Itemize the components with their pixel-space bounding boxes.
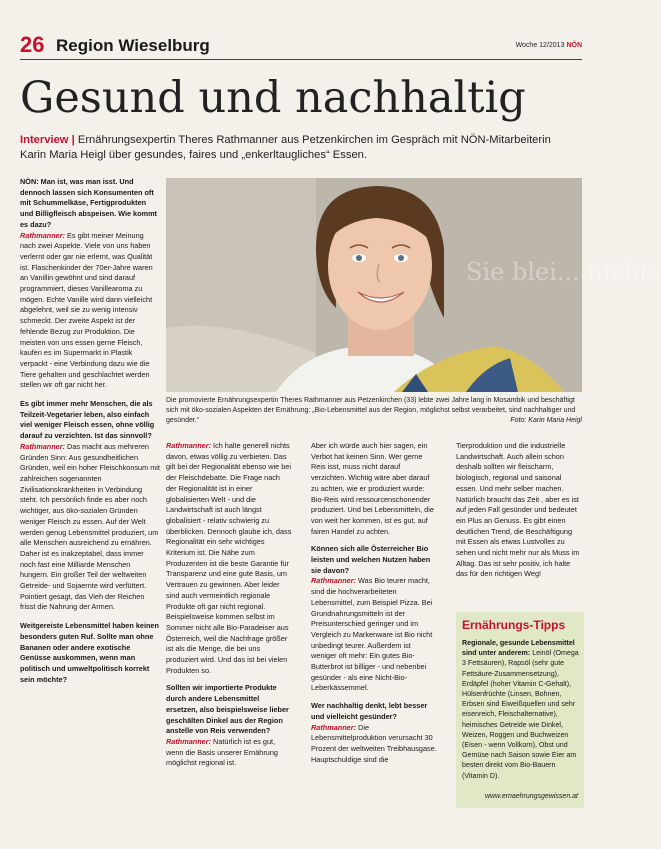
column-3	[311, 441, 437, 772]
question: NÖN: Man ist, was man isst. Und dennoch lassen sich Konsumenten oft mit Schummelkäse, Fertigprodukten und Billigfleisch abspeisen. Wie kommt es dazu?	[20, 177, 157, 229]
speaker-label: Rathmanner:	[311, 576, 357, 586]
header-rule	[20, 59, 582, 60]
issue-label	[516, 41, 582, 51]
page-number: 26	[20, 32, 45, 57]
question: Wer nachhaltig denkt, lebt besser und vielleicht gesünder?	[311, 701, 428, 721]
page-header	[20, 33, 582, 59]
column-4	[456, 441, 582, 587]
qa-block	[311, 701, 437, 765]
question: Weitgereiste Lebensmittel haben keinen besonders guten Ruf. Sollte man ohne Bananen oder andere exotische Genüsse auskommen, wenn man politisch und umweltpolitisch korrekt sein möchte?	[20, 621, 159, 684]
tips-body: Leinöl (Omega 3 Fettsäuren), Rapsöl (sehr gute Fettsäure-Zusammensetzung), Erdäpfel (hoher Vitamin C-Gehalt), Hülsenfrüchte (Linsen, Bohnen, Erbsen sind Eiweißquellen und sehr eisenreich, Fleischalternative), heimisches Getreide wie Dinkel, Weizen, Roggen und Buchweizen (Eisen - wenn Vollkorn), Obst und Gemüse nach Saison sowie Eier am besten direkt vom Bio-Bauern (Vitamin D).	[462, 649, 579, 780]
issue-week: Woche 12/2013	[515, 42, 565, 49]
caption-text: Die promovierte Ernährungsexpertin Theres Rathmanner aus Petzenkirchen (33) lebte zwei Jahre lang in Mosambik und beschäftigt sich mit öko-sozialen Aspekten der Ernährung: „Bio-Lebensmittel aus der Region, möglichst selbst verarbeitet, sind nachhaltiger und gesünder.“	[166, 397, 576, 424]
tips-lead: Regionale, gesunde Lebensmittel sind unter anderem:	[462, 639, 575, 658]
qa-block	[311, 441, 437, 537]
column-1	[20, 177, 160, 693]
speaker-label: Rathmanner:	[311, 722, 357, 732]
qa-block	[166, 441, 292, 676]
photo-caption	[166, 396, 582, 426]
speaker-label: Rathmanner:	[166, 441, 212, 450]
qa-block	[311, 544, 437, 694]
answer: Was Bio teurer macht, sind die hochverarbeiteten Lebensmittel, zum Beispiel Pizza. Bei Grundnahrungsmitteln ist der Preisunterschied geringer und im Vergleich zu Markenware ist Bio nicht unbedingt teurer. Außerdem ist weniger oft mehr: Ein gutes Bio-Butterbrot ist billiger - und nebenbei gesünder - als eine Nicht-Bio-Leberkässemmel.	[311, 576, 433, 693]
photo-background-text: Sie blei... nichts	[466, 258, 661, 286]
question: Können sich alle Österreicher Bio leisten und welchen Nutzen haben sie davon?	[311, 544, 431, 575]
answer: Die Lebensmittelproduktion verursacht 30 Prozent der weltweiten Treibhausgase. Hauptschuldige sind die	[311, 722, 437, 764]
nutrition-tips-box	[456, 612, 584, 808]
answer: Das macht aus mehreren Gründen Sinn: Aus gesundheitlichen Gründen, weil ein hoher Fleischkonsum mit zahlreichen sogenannten Zivilisationskrankheiten in Verbindung steht. Ich persönlich finde es aber noch wichtiger, aus öko-sozialen Gründen weniger Fleisch zu essen. Auf der Welt werden genug Lebensmittel produziert, um alle Menschen ausreichend zu ernähren. Daher ist es inakzeptabel, dass immer noch fast eine Milliarde Menschen hungern. Ein großer Teil der weltweiten Getreide- und Sojaernte wird verfüttert. Pointiert gesagt, das Vieh der Reichen frisst die Nahrung der Armen.	[20, 441, 160, 612]
question: Sollten wir importierte Produkte durch andere Lebensmittel ersetzen, also beispielsweise lieber geschälten Dinkel aus der Region anstelle von Reis verwenden?	[166, 683, 289, 736]
photo-credit: Foto: Karin Maria Heigl	[510, 417, 582, 424]
tips-url: www.ernaehrungsgewissen.at	[485, 793, 578, 800]
portrait-photo	[166, 178, 661, 392]
speaker-label: Rathmanner:	[166, 736, 212, 746]
intro-kicker: Interview |	[20, 134, 75, 146]
speaker-label: Rathmanner:	[20, 441, 66, 451]
question: Es gibt immer mehr Menschen, die als Teilzeit-Vegetarier leben, also einfach viel weniger Fleisch essen, ohne völlig darauf zu verzichten. Ist das sinnvoll?	[20, 399, 155, 441]
tips-text	[462, 638, 580, 781]
qa-block	[20, 399, 160, 613]
answer: Es gibt meiner Meinung nach zwei Aspekte. Viele von uns haben verlernt oder gar nie erlernt, was Qualität ist. Flaschenkinder der 70er-Jahre waren an Vanillin gewöhnt und sind darauf programmiert, dieses Vanillearoma zu mögen. Echte Vanille wird dann vielleicht abgelehnt, weil sie zu wenig intensiv schmeckt. Der zweite Aspekt ist der fehlende Bezug zur Produktion. Die meisten von uns essen gerne Fleisch, kaufen es im Supermarkt in Plastik verpackt - eine Verbindung dazu wie die Tiere gehalten und geschlachtet werden stellen wir oft gar nicht her.	[20, 230, 153, 390]
answer: Tierproduktion und die industrielle Landwirtschaft. Auch allein schon deshalb sollten wir fleischarm, biologisch, regional und saisonal essen. Und mehr selber machen. Natürlich braucht das Zeit , aber es ist auf jeden Fall gesünder und bedeutet ein Plus an Genuss. Es gibt einen deutlichen Trend, die Beschäftigung mit Essen als etwas Lustvolles zu sehen und nicht mehr nur als Muss im Alltag. Das ist sehr positiv, ich halte das für den richtigen Weg!	[456, 441, 580, 579]
qa-block	[20, 621, 160, 685]
answer: Aber ich würde auch hier sagen, ein Verbot hat keinen Sinn. Wer gerne Reis isst, muss nicht darauf verzichten. Wichtig wäre aber darauf zu achten, wie er produziert wurde: Bio-Reis wird ressourcenschonender produziert. Und bei Lebensmitteln, die von weit her kommen, ist es gut, auf fairen Handel zu achten.	[311, 441, 434, 536]
qa-block	[166, 683, 292, 769]
article-intro	[20, 133, 580, 163]
tips-title: Ernährungs-Tipps	[462, 618, 566, 632]
qa-block	[20, 177, 160, 391]
answer: Natürlich ist es gut, wenn die Basis unserer Ernährung möglichst regional ist.	[166, 736, 278, 768]
section-title: Region Wieselburg	[56, 36, 210, 55]
article-headline: Gesund und nachhaltig	[20, 73, 526, 123]
brand-name: NÖN	[566, 42, 582, 49]
column-2	[166, 441, 292, 776]
speaker-label: Rathmanner:	[20, 230, 66, 240]
qa-block	[456, 441, 582, 580]
answer: Ich halte generell nichts davon, etwas völlig zu verbieten. Das gilt bei der Regionalität ebenso wie bei der Fleischdebatte. Die Frage nach der Regionalität ist in einer globalisierten Welt - und die Landwirtschaft ist auch längst globalisiert - relativ schwierig zu überblicken. Dennoch glaube ich, dass Regionalität ein sehr wichtiges Kriterium ist. Die Nähe zum Produzenten ist die beste Garantie für Transparenz und eine gute Basis, um Vertrauen zu gewinnen. Aber leider sind auch vermeintlich regionale Produkte oft gar nicht regional. Beispielsweise kommen selbst im Sommer nicht alle Bio-Paradeiser aus Österreich, weil die Nachfrage größer ist als die Menge, die bei uns produziert wird. Und das ist bei vielen Produkten so.	[166, 441, 292, 675]
intro-text: Ernährungsexpertin Theres Rathmanner aus Petzenkirchen im Gespräch mit NÖN-Mitarbeiterin Karin Maria Heigl über gesundes, faires und „enkerltaugliches“ Essen.	[20, 134, 551, 161]
